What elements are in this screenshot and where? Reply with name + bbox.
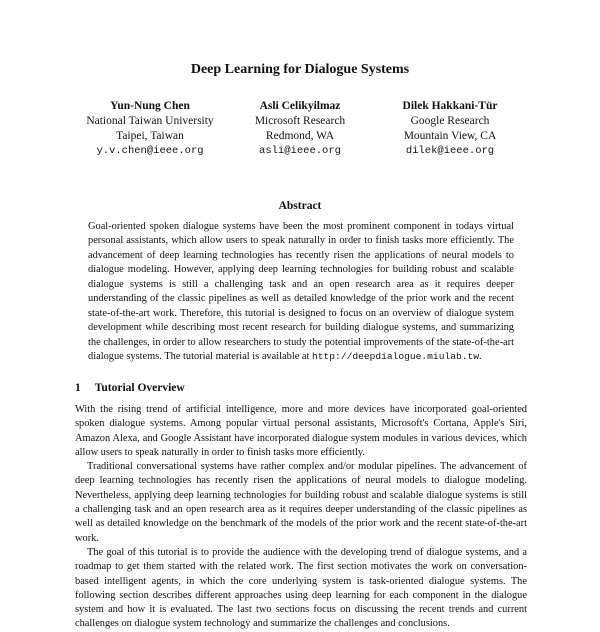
author-block	[355, 99, 545, 159]
author-location: Taipei, Taiwan	[116, 130, 184, 142]
abstract-text: Goal-oriented spoken dialogue systems have been the most prominent component in todays virtual personal assistants, which allow users to speak naturally in order to finish tasks more efficiently. The advancement of deep learning technologies has recently risen the applications of neural models to dialogue modeling. However, applying deep learning technologies for building robust and scalable dialogue systems is still a challenging task and an open research area as it requires deeper understanding of the classic pipelines as well as detailed knowledge of the prior work and the recent state-of-the-art work. Therefore, this tutorial is designed to focus on an overview of dialogue system development while describing most recent research for building dialogue systems, and summarizing the challenges, in order to allow researchers to study the potential improvements of the state-of-the-art dialogue systems. The tutorial material is available at	[88, 221, 514, 363]
section-title: Tutorial Overview	[94, 382, 185, 394]
author-name: Asli Celikyilmaz	[259, 100, 341, 112]
abstract-body	[88, 220, 514, 365]
tutorial-url: http://deepdialogue.miulab.tw	[312, 351, 479, 363]
author-location: Mountain View, CA	[403, 130, 497, 142]
author-affiliation: National Taiwan University	[86, 115, 214, 127]
section-number: 1	[75, 382, 81, 394]
author-affiliation: Microsoft Research	[254, 115, 346, 127]
abstract-end: .	[479, 351, 482, 363]
author-name: Yun-Nung Chen	[110, 100, 190, 112]
author-name: Dilek Hakkani-Tür	[402, 100, 498, 112]
paragraph: The goal of this tutorial is to provide the audience with the developing trend of dialogue systems, and a roadmap to get them started with the related work. The first section motivates the work on conversation-based intelligent agents, in which the core underlying system is task-oriented dialogue systems. The following section describes different approaches using deep learning for each component in the dialogue system and how it is evaluated. The last two sections focus on discussing the recent trends and current challenges on dialogue system technology and summarize the challenges and conclusions.	[75, 546, 527, 630]
paragraph: With the rising trend of artificial intelligence, more and more devices have incorporated goal-oriented spoken dialogue systems. Among popular virtual personal assistants, Microsoft's Cortana, Apple's Siri, Amazon Alexa, and Google Assistant have incorporated dialogue system modules in various devices, which allow users to speak naturally in order to finish tasks more efficiently.	[75, 404, 527, 458]
author-location: Redmond, WA	[265, 130, 335, 142]
section-body	[75, 403, 527, 632]
author-email: asli@ieee.org	[259, 145, 341, 157]
author-affiliation: Google Research	[410, 115, 490, 127]
paper-title: Deep Learning for Dialogue Systems	[190, 62, 410, 77]
author-email: y.v.chen@ieee.org	[96, 145, 204, 157]
paragraph: Traditional conversational systems have rather complex and/or modular pipelines. The advancement of deep learning technologies has recently risen the applications of neural models to dialogue modeling. Nevertheless, applying deep learning technologies for building robust and scalable dialogue systems is still a challenging task and an open research area as it requires deeper understanding of the classic pipelines as well as detailed knowledge on the benchmark of the models of the prior work and the recent state-of-the-art work.	[75, 461, 527, 544]
author-email: dilek@ieee.org	[405, 145, 495, 157]
section-heading	[75, 382, 185, 394]
abstract-heading: Abstract	[278, 200, 322, 212]
